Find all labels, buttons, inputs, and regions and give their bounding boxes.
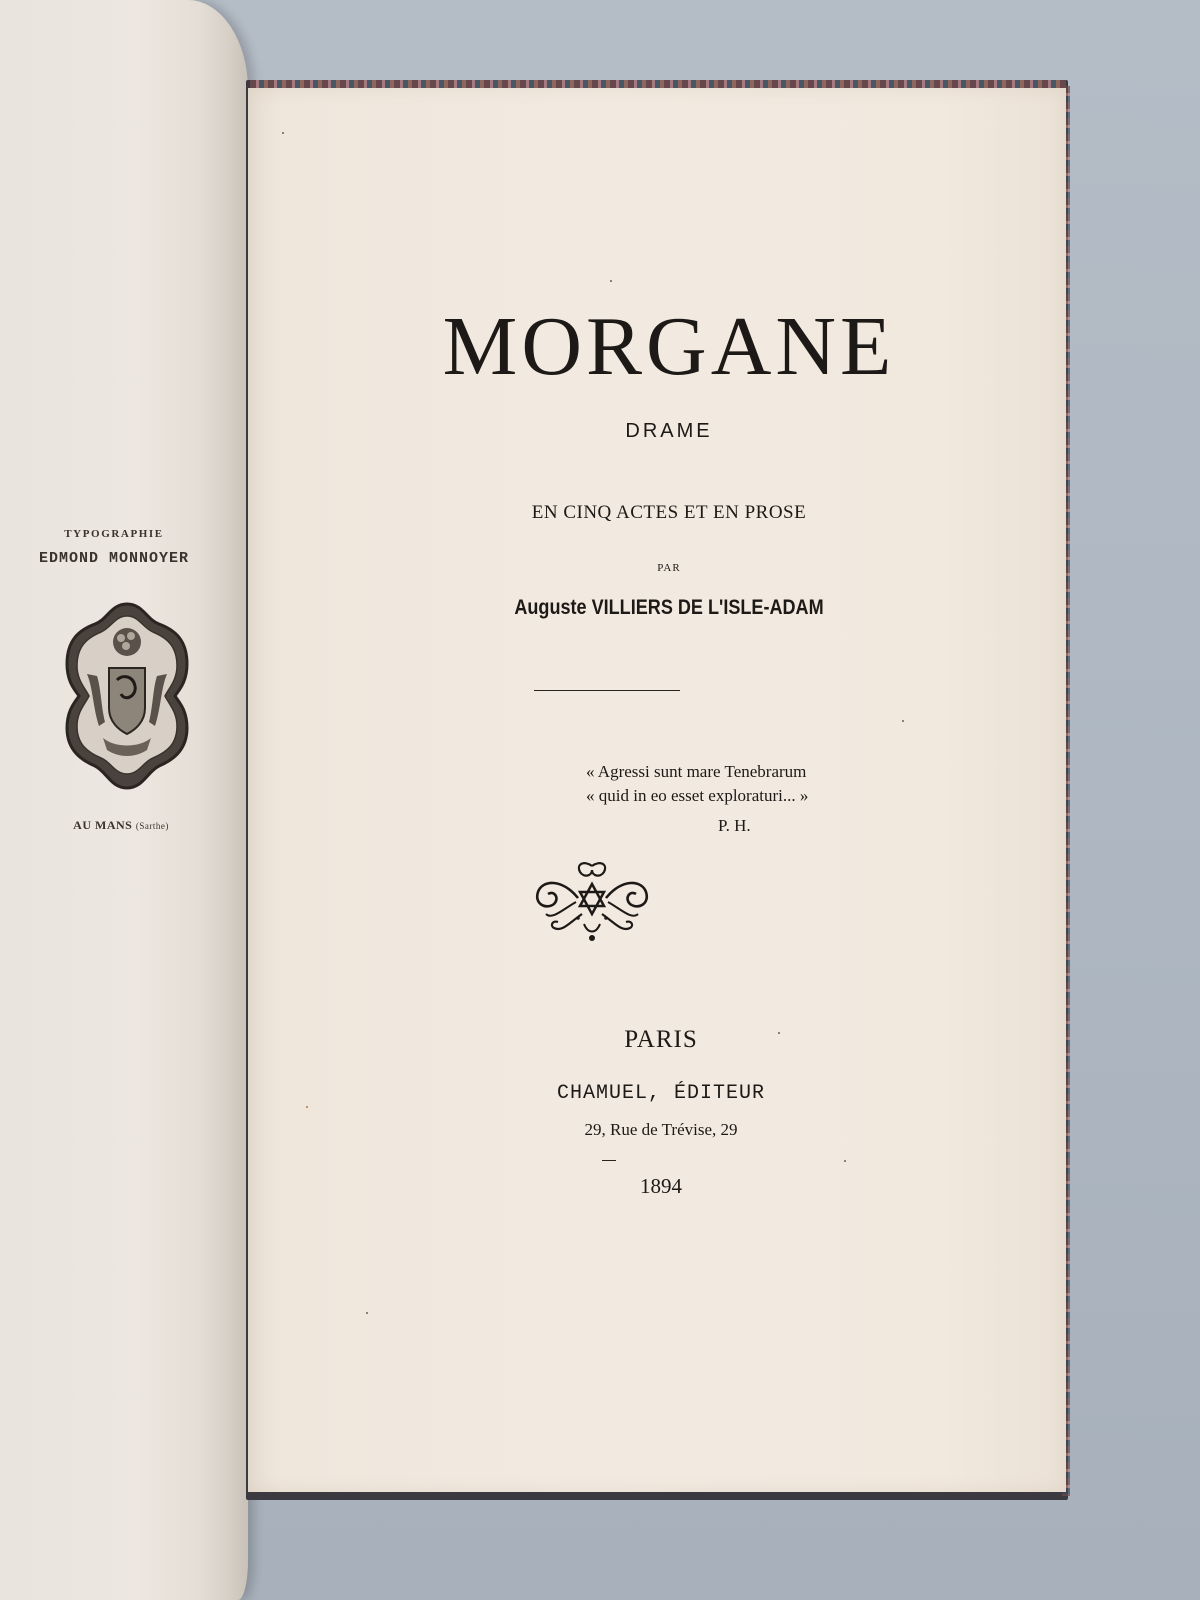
- publication-year: 1894: [640, 1174, 682, 1198]
- printer-place-note: (Sarthe): [135, 821, 169, 831]
- author-name: Auguste VILLIERS DE L'ISLE-ADAM: [514, 596, 824, 619]
- paper-foxing-speck: [282, 132, 284, 134]
- publisher-address: 29, Rue de Trévise, 29: [584, 1120, 738, 1139]
- epigraph-line2: « quid in eo esset exploraturi... »: [586, 786, 809, 805]
- paper-foxing-speck: [610, 280, 612, 282]
- paper-foxing-speck: [306, 1106, 308, 1108]
- paper-foxing-speck: [902, 720, 904, 722]
- divider-rule: [534, 690, 680, 691]
- epigraph-attribution: P. H.: [718, 816, 751, 835]
- show-through-text: [10, 262, 240, 382]
- printer-imprint: [0, 528, 228, 567]
- epigraph-line1: « Agressi sunt mare Tenebrarum: [586, 762, 807, 781]
- by-line: PAR: [657, 562, 681, 574]
- printer-ornament-icon: [532, 858, 652, 944]
- printer-name: EDMOND MONNOYER: [38, 550, 190, 567]
- publication-city: PARIS: [624, 1026, 698, 1053]
- printer-line1: TYPOGRAPHIE: [64, 528, 164, 540]
- book-form: EN CINQ ACTES ET EN PROSE: [531, 502, 807, 523]
- left-page: [0, 0, 248, 1600]
- paper-foxing-speck: [366, 1312, 368, 1314]
- year-dash: [602, 1160, 616, 1161]
- publisher: CHAMUEL, ÉDITEUR: [556, 1082, 766, 1105]
- printer-place: [0, 818, 242, 833]
- paper-foxing-speck: [844, 1160, 846, 1162]
- epigraph: [586, 760, 886, 838]
- printer-place-city: AU MANS: [73, 818, 133, 832]
- book-title: MORGANE: [442, 300, 896, 393]
- paper-foxing-speck: [778, 1032, 780, 1034]
- title-page: [248, 88, 1066, 1492]
- book-subtitle: DRAME: [625, 420, 713, 442]
- printer-emblem-icon: [63, 598, 191, 794]
